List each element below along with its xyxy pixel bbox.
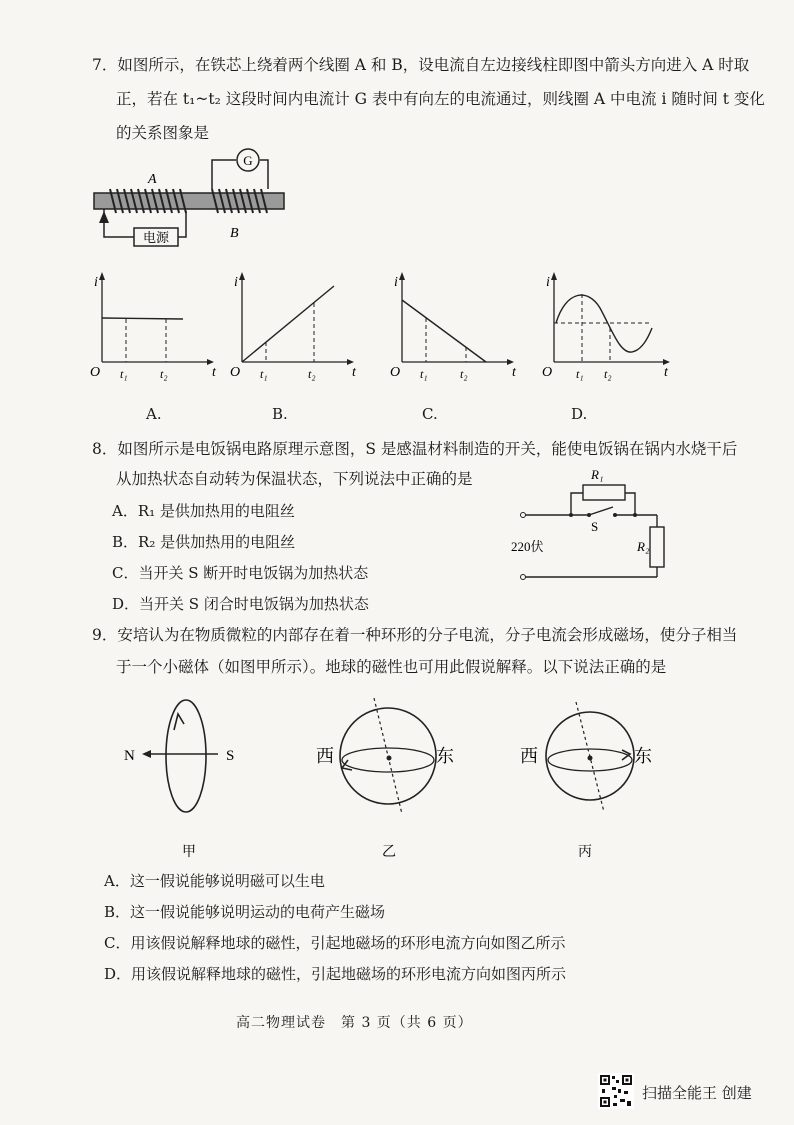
svg-text:t: t [212,365,216,380]
q7-option-b-label[interactable]: B. [272,405,288,423]
switch-s-label: S [591,519,599,534]
current-direction-icon [174,714,184,730]
power-supply-label: 电源 [142,230,170,245]
q7-stem-line3: 的关系图象是 [116,124,210,142]
coil-a-label: A [148,172,157,187]
voltage-label: 220伏 [511,539,544,554]
svg-text:i: i [234,275,238,290]
q7-graph-c [388,270,518,385]
q7-graph-b [228,270,358,385]
caption-yi: 乙 [382,845,396,860]
graph-c-curve [402,300,486,362]
r2-label: R₂ [637,539,650,554]
q9-figure-yi [308,690,468,860]
q8-option-a[interactable]: A．R₁ 是供加热用的电阻丝 [112,502,295,520]
coil-b-label: B [230,226,239,241]
switch-s [589,507,613,515]
caption-bing: 丙 [578,845,592,860]
svg-text:t₂: t₂ [308,367,316,381]
svg-text:t₁: t₁ [120,367,128,381]
west-label: 西 [316,746,334,766]
r1-label: R₁ [591,467,604,482]
q9-stem-line1: 9．安培认为在物质微粒的内部存在着一种环形的分子电流，分子电流会形成磁场，使分子相当 [92,626,738,644]
current-arrow-icon [99,211,109,223]
svg-text:t₁: t₁ [576,367,584,381]
svg-text:t₁: t₁ [420,367,428,381]
east-label: 东 [634,746,652,766]
q9-option-d[interactable]: D．用该假说解释地球的磁性，引起地磁场的环形电流方向如图丙所示 [104,965,567,983]
q8-option-d[interactable]: D．当开关 S 闭合时电饭锅为加热状态 [112,595,369,613]
q9-stem-line2: 于一个小磁体（如图甲所示）。地球的磁性也可用此假说解释。以下说法正确的是 [116,658,667,676]
q7-stem-line1: 7．如图所示，在铁芯上绕着两个线圈 A 和 B，设电流自左边接线柱即图中箭头方向进入 A 时取 [92,56,750,74]
q8-circuit-diagram [505,465,685,595]
svg-text:t: t [512,365,516,380]
graph-a-curve [102,318,183,319]
molecular-current-loop [166,700,206,812]
q8-option-c[interactable]: C．当开关 S 断开时电饭锅为加热状态 [112,564,369,582]
q7-stem-line2: 正，若在 t₁~t₂ 这段时间内电流计 G 表中有向左的电流通过，则线圈 A 中电流 i 随时间 t 变化 [116,90,765,108]
resistor-r2 [650,527,664,567]
svg-text:O: O [390,365,401,380]
north-label: N [124,748,135,764]
q8-stem-line1: 8．如图所示是电饭锅电路原理示意图，S 是感温材料制造的开关，能使电饭锅在锅内水烧干后 [92,440,738,458]
q9-figure-jia [118,690,258,860]
svg-text:i: i [394,275,398,290]
q9-option-c[interactable]: C．用该假说解释地球的磁性，引起地磁场的环形电流方向如图乙所示 [104,934,566,952]
loop-arrow-icon [622,750,630,760]
q7-option-d-label[interactable]: D. [571,405,588,423]
page-footer: 高二物理试卷 第 3 页（共 6 页） [236,1015,473,1031]
west-label: 西 [520,746,538,766]
graph-b-curve [242,286,334,362]
svg-text:t₂: t₂ [160,367,168,381]
q7-option-a-label[interactable]: A. [146,405,162,423]
scanner-brand-text: 扫描全能王 创建 [642,1084,752,1102]
svg-text:O: O [542,365,553,380]
q8-option-b[interactable]: B．R₂ 是供加热用的电阻丝 [112,533,296,551]
q8-stem-line2: 从加热状态自动转为保温状态，下列说法中正确的是 [116,470,473,488]
q7-graph-a [88,270,218,385]
caption-jia: 甲 [182,845,196,860]
q7-coil-diagram [90,145,300,257]
svg-text:i: i [94,275,98,290]
resistor-r1 [583,485,625,500]
svg-text:t₂: t₂ [604,367,612,381]
q7-graph-d [540,270,675,385]
svg-text:t: t [664,365,668,380]
q7-option-c-label[interactable]: C. [422,405,438,423]
svg-text:O: O [90,365,101,380]
q9-figure-bing [510,690,670,860]
svg-text:O: O [230,365,241,380]
svg-text:t₂: t₂ [460,367,468,381]
east-label: 东 [436,746,454,766]
galvanometer-label: G [243,153,253,168]
qr-code-icon [598,1073,634,1109]
q9-option-a[interactable]: A．这一假说能够说明磁可以生电 [104,872,325,890]
svg-text:t₁: t₁ [260,367,268,381]
south-label: S [226,748,235,764]
graph-d-curve [556,295,652,352]
north-arrow-icon [142,750,151,758]
svg-text:i: i [546,275,550,290]
q9-option-b[interactable]: B．这一假说能够说明运动的电荷产生磁场 [104,903,386,921]
svg-text:t: t [352,365,356,380]
